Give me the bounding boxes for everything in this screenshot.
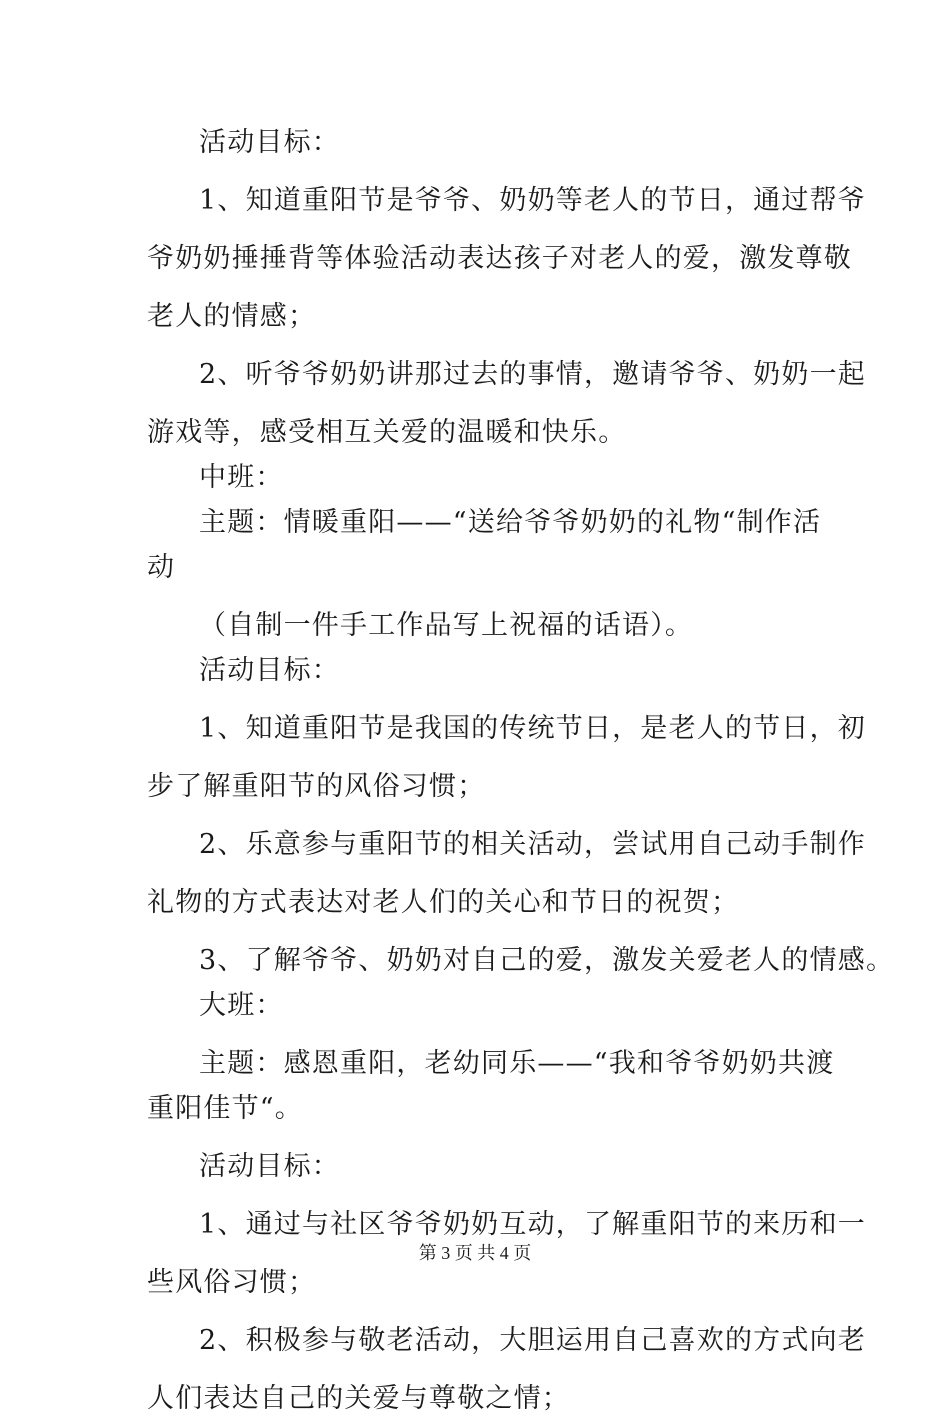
paragraph-line: 1、通过与社区爷爷奶奶互动，了解重阳节的来历和一 bbox=[199, 1209, 866, 1240]
paragraph-line: 主题：情暖重阳——“送给爷爷奶奶的礼物“制作活 bbox=[199, 507, 822, 538]
section-heading-goals: 活动目标： bbox=[199, 1151, 340, 1182]
paragraph-line: 1、知道重阳节是爷爷、奶奶等老人的节日，通过帮爷 bbox=[199, 185, 866, 216]
section-heading-goals: 活动目标： bbox=[199, 127, 340, 158]
paragraph-line: 爷奶奶捶捶背等体验活动表达孩子对老人的爱，激发尊敬 bbox=[147, 243, 852, 274]
section-heading-middle-class: 中班： bbox=[199, 462, 284, 493]
paragraph-line: 主题：感恩重阳，老幼同乐——“我和爷爷奶奶共渡 bbox=[199, 1048, 835, 1079]
paragraph-line: 老人的情感； bbox=[147, 301, 317, 332]
paragraph-line: 动 bbox=[147, 552, 176, 583]
paragraph-line: 2、乐意参与重阳节的相关活动，尝试用自己动手制作 bbox=[199, 829, 866, 860]
paragraph-line: 礼物的方式表达对老人们的关心和节日的祝贺； bbox=[147, 887, 740, 918]
paragraph-line: （自制一件手工作品写上祝福的话语）。 bbox=[199, 610, 694, 641]
paragraph-line: 3、了解爷爷、奶奶对自己的爱，激发关爱老人的情感。 bbox=[199, 945, 895, 976]
paragraph-line: 些风俗习惯； bbox=[147, 1267, 317, 1298]
paragraph-line: 1、知道重阳节是我国的传统节日，是老人的节日，初 bbox=[199, 713, 866, 744]
paragraph-line: 步了解重阳节的风俗习惯； bbox=[147, 771, 486, 802]
paragraph-line: 游戏等，感受相互关爱的温暖和快乐。 bbox=[147, 417, 627, 448]
paragraph-line: 2、听爷爷奶奶讲那过去的事情，邀请爷爷、奶奶一起 bbox=[199, 359, 866, 390]
section-heading-goals: 活动目标： bbox=[199, 655, 340, 686]
paragraph-line: 人们表达自己的关爱与尊敬之情； bbox=[147, 1383, 570, 1414]
section-heading-senior-class: 大班： bbox=[199, 990, 284, 1021]
page-number-footer: 第 3 页 共 4 页 bbox=[418, 1243, 532, 1263]
paragraph-line: 重阳佳节“。 bbox=[147, 1093, 304, 1124]
paragraph-line: 2、积极参与敬老活动，大胆运用自己喜欢的方式向老 bbox=[199, 1325, 866, 1356]
document-body bbox=[147, 120, 895, 1421]
